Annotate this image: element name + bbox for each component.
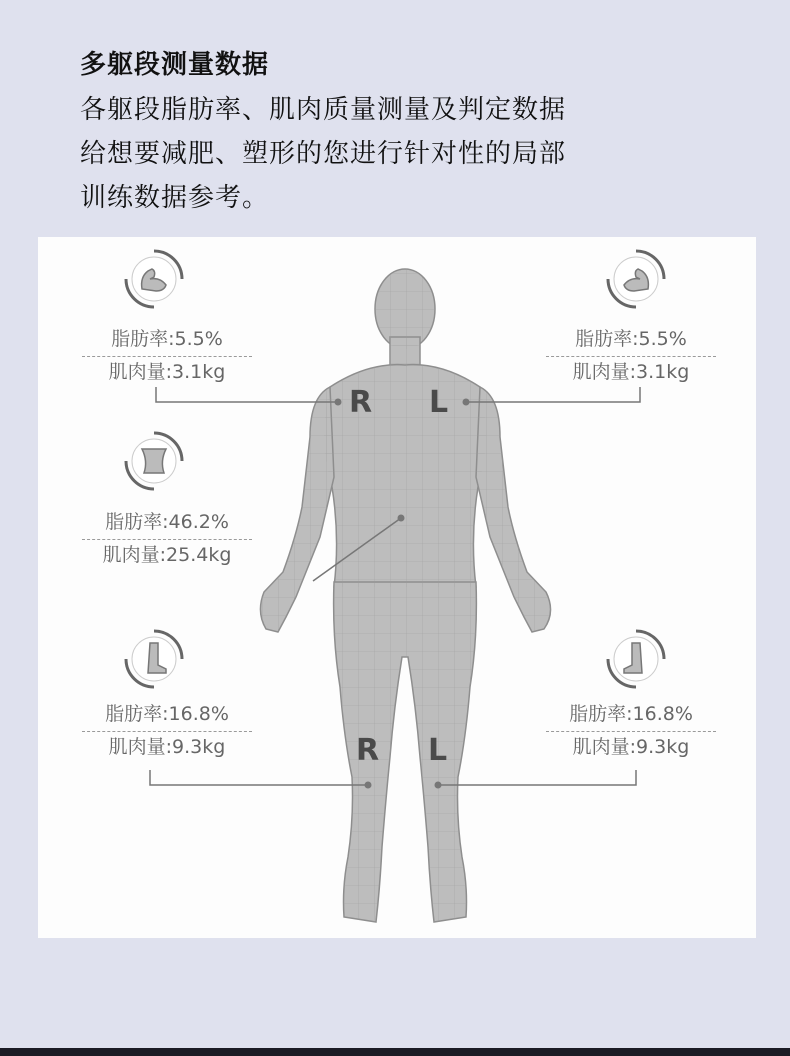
left-marker-upper: L [429,385,449,420]
leg-icon [122,627,186,691]
fat-rate: 脂肪率:46.2% [82,507,252,540]
description-line: 训练数据参考。 [80,183,270,213]
muscle-mass: 肌肉量:9.3kg [572,736,690,758]
right-marker-upper: R [349,385,373,420]
description-line: 各躯段脂肪率、肌肉质量测量及判定数据 [80,95,567,125]
torso-icon [122,429,186,493]
fat-rate: 脂肪率:16.8% [82,699,252,732]
flexed-arm-icon [122,247,186,311]
fat-rate: 脂肪率:16.8% [546,699,716,732]
muscle-mass: 肌肉量:25.4kg [102,544,232,566]
muscle-mass: 肌肉量:9.3kg [108,736,226,758]
leg-icon [604,627,668,691]
right-leg-stats [82,699,252,762]
body-composition-panel [38,237,756,938]
section-title: 多躯段测量数据 [80,50,270,80]
right-arm-stats [82,324,252,387]
flexed-arm-icon [604,247,668,311]
section-description [80,88,640,220]
description-line: 给想要减肥、塑形的您进行针对性的局部 [80,139,567,169]
right-marker-lower: R [356,733,380,768]
muscle-mass: 肌肉量:3.1kg [572,361,690,383]
muscle-mass: 肌肉量:3.1kg [108,361,226,383]
trunk-stats [82,507,252,570]
bottom-bar [0,1048,790,1056]
fat-rate: 脂肪率:5.5% [546,324,716,357]
left-arm-stats [546,324,716,387]
left-leg-stats [546,699,716,762]
left-marker-lower: L [428,733,448,768]
fat-rate: 脂肪率:5.5% [82,324,252,357]
